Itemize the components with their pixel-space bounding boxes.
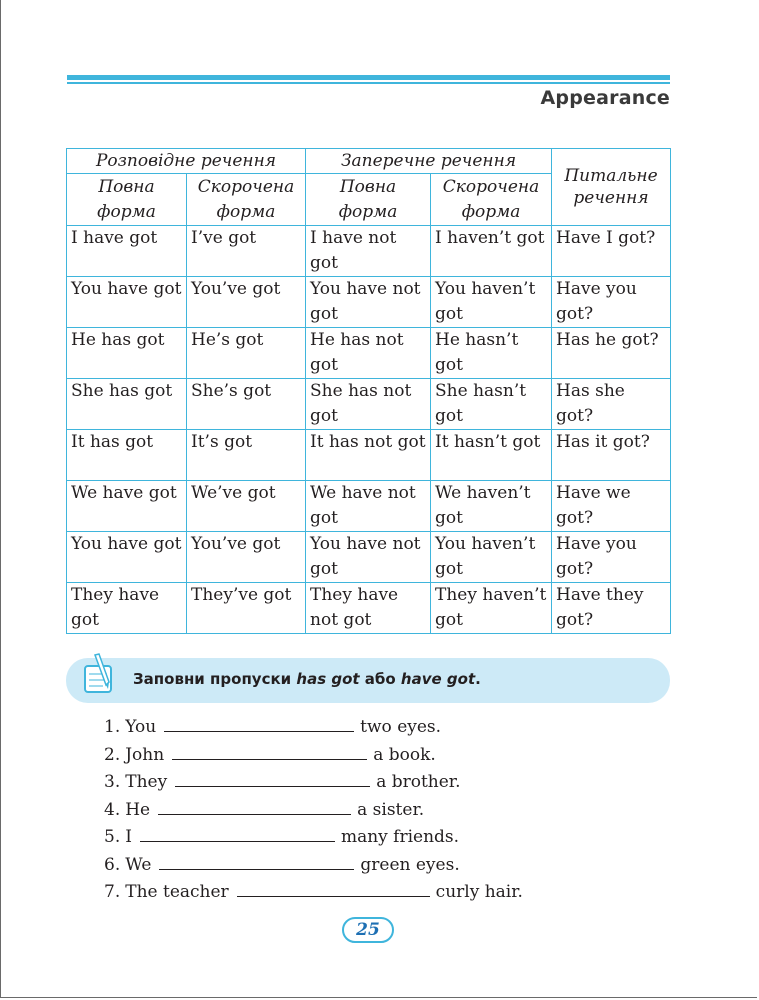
table-cell: You haven’t got — [431, 277, 552, 328]
exercise-item — [104, 714, 523, 742]
table-cell: I haven’t got — [431, 226, 552, 277]
table-row — [67, 583, 671, 634]
table-cell: Have we got? — [552, 481, 671, 532]
exercise-number: 1. — [104, 717, 121, 737]
table-cell: Has he got? — [552, 328, 671, 379]
table-cell: You’ve got — [187, 532, 306, 583]
table-row — [67, 328, 671, 379]
table-cell: It has not got — [306, 430, 431, 481]
exercise-item — [104, 797, 523, 825]
exercise-number: 6. — [104, 854, 121, 875]
table-cell: Have I got? — [552, 226, 671, 277]
table-cell: We have not got — [306, 481, 431, 532]
table-cell: She’s got — [187, 379, 306, 430]
table-cell: You have got — [67, 277, 187, 328]
exercise-end: two eyes. — [360, 717, 442, 737]
table-row — [67, 430, 671, 481]
table-cell: He hasn’t got — [431, 328, 552, 379]
task-suffix: . — [475, 670, 481, 688]
table-cell: I have not got — [306, 226, 431, 277]
table-cell: You’ve got — [187, 277, 306, 328]
exercise-number: 2. — [104, 744, 121, 765]
exercise-end: green eyes. — [360, 854, 460, 875]
page-number: 25 — [342, 917, 394, 943]
exercise-start: I — [125, 827, 132, 847]
fill-in-blank[interactable] — [175, 772, 370, 787]
exercise-end: a sister. — [357, 799, 425, 820]
exercise-item — [104, 824, 523, 852]
exercise-end: a brother. — [376, 772, 461, 792]
exercise-item — [104, 769, 523, 797]
task-term-has-got: has got — [296, 670, 360, 688]
task-term-have-got: have got — [400, 670, 476, 688]
table-cell: You haven’t got — [431, 532, 552, 583]
header-negative: Заперечне речення — [306, 149, 552, 174]
table-row — [67, 379, 671, 430]
exercise-item — [104, 852, 523, 880]
table-cell: They’ve got — [187, 583, 306, 634]
table-row — [67, 532, 671, 583]
exercise-start: They — [125, 772, 168, 792]
grammar-table — [66, 148, 671, 634]
task-prefix: Заповни пропуски — [133, 670, 297, 688]
subheader-full-form: Повна форма — [67, 174, 187, 226]
table-cell: Have you got? — [552, 532, 671, 583]
table-cell: We have got — [67, 481, 187, 532]
top-rule — [67, 75, 670, 80]
pencil-notebook-icon — [79, 652, 125, 698]
table-cell: Have they got? — [552, 583, 671, 634]
table-cell: You have got — [67, 532, 187, 583]
exercise-item — [104, 879, 523, 907]
table-cell: You have not got — [306, 277, 431, 328]
exercise-number: 5. — [104, 827, 121, 847]
exercise-start: The teacher — [125, 882, 229, 902]
subheader-short-form: Скорочена форма — [431, 174, 552, 226]
fill-in-blank[interactable] — [158, 800, 351, 815]
exercise-start: You — [125, 717, 157, 737]
exercise-number: 7. — [104, 882, 121, 902]
table-cell: Has she got? — [552, 379, 671, 430]
fill-in-blank[interactable] — [140, 827, 335, 842]
subheader-full-form: Повна форма — [306, 174, 431, 226]
table-cell: It’s got — [187, 430, 306, 481]
table-cell: He has not got — [306, 328, 431, 379]
table-row — [67, 481, 671, 532]
exercise-end: a book. — [373, 744, 436, 765]
fill-in-blank[interactable] — [164, 717, 354, 732]
subheader-short-form: Скорочена форма — [187, 174, 306, 226]
fill-in-blank[interactable] — [237, 882, 430, 897]
exercise-end: curly hair. — [435, 882, 523, 902]
exercise-list — [104, 714, 523, 907]
table-cell: We’ve got — [187, 481, 306, 532]
table-cell: We haven’t got — [431, 481, 552, 532]
exercise-start: John — [125, 744, 165, 765]
table-cell: They have not got — [306, 583, 431, 634]
table-cell: I have got — [67, 226, 187, 277]
exercise-end: many friends. — [340, 827, 460, 847]
table-cell: They have got — [67, 583, 187, 634]
table-row — [67, 277, 671, 328]
section-title: Appearance — [540, 87, 670, 109]
table-cell: Has it got? — [552, 430, 671, 481]
table-cell: It hasn’t got — [431, 430, 552, 481]
table-cell: He has got — [67, 328, 187, 379]
header-affirmative: Розповідне речення — [67, 149, 306, 174]
top-rule-thin — [67, 82, 670, 84]
fill-in-blank[interactable] — [172, 745, 367, 760]
table-cell: Have you got? — [552, 277, 671, 328]
task-middle: або — [359, 670, 401, 688]
exercise-item — [104, 742, 523, 770]
fill-in-blank[interactable] — [159, 855, 354, 870]
exercise-start: We — [125, 854, 152, 875]
table-row — [67, 226, 671, 277]
exercise-number: 4. — [104, 799, 121, 820]
task-instruction — [133, 670, 481, 688]
table-cell: He’s got — [187, 328, 306, 379]
header-interrogative: Питальне речення — [552, 149, 671, 226]
table-cell: You have not got — [306, 532, 431, 583]
table-cell: She hasn’t got — [431, 379, 552, 430]
table-cell: She has got — [67, 379, 187, 430]
table-cell: They haven’t got — [431, 583, 552, 634]
table-cell: I’ve got — [187, 226, 306, 277]
exercise-start: He — [125, 799, 151, 820]
table-cell: She has not got — [306, 379, 431, 430]
table-cell: It has got — [67, 430, 187, 481]
table-body — [67, 226, 671, 634]
exercise-number: 3. — [104, 772, 121, 792]
